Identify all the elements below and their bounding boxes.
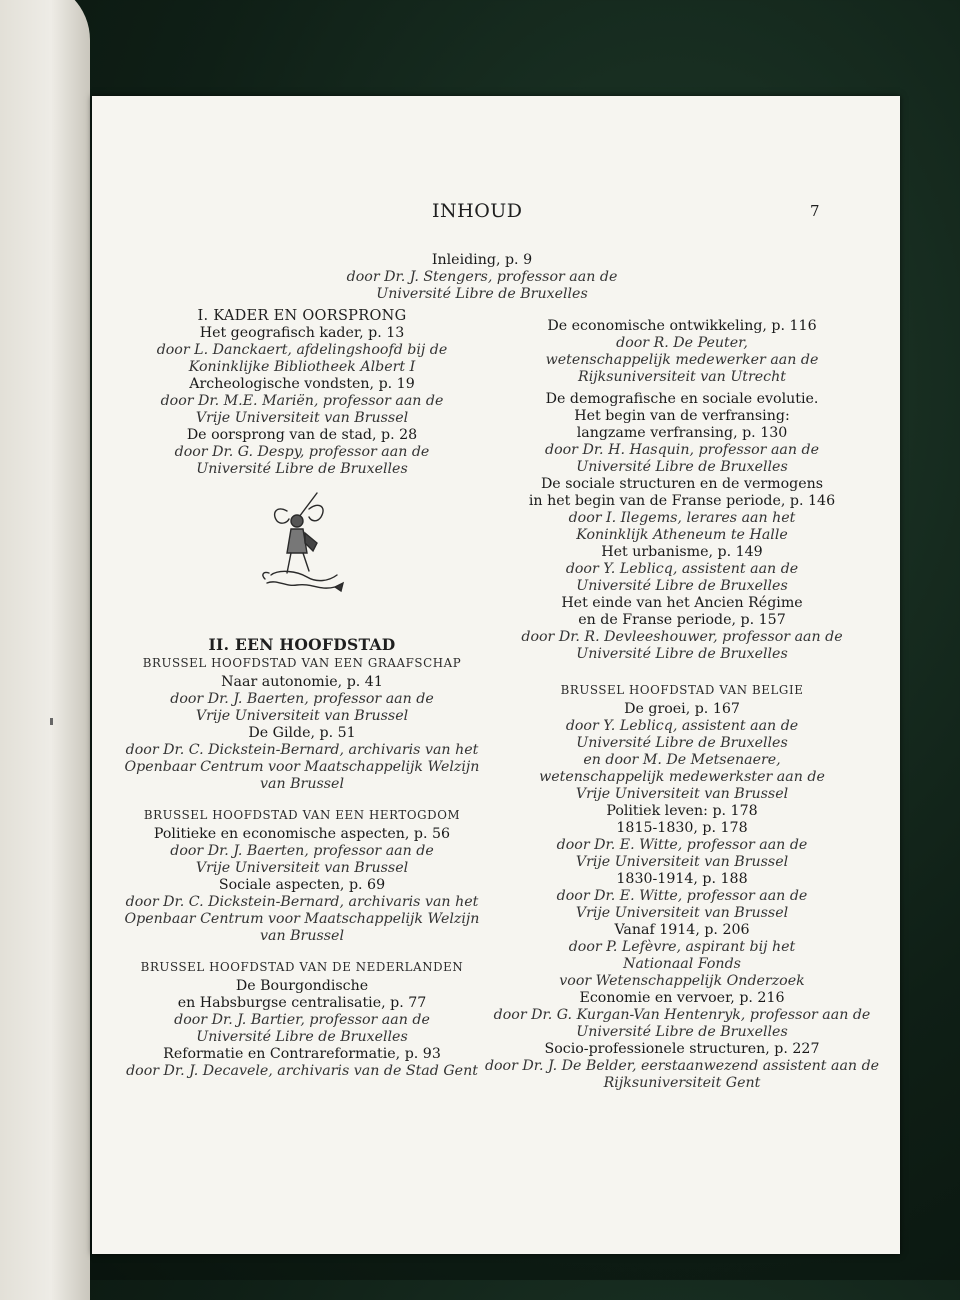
toc-entry-author: door Dr. C. Dickstein-Bernard, archivaris van het (125, 742, 479, 758)
page-speck (50, 718, 53, 725)
intro-title: Inleiding, p. 9 (431, 252, 533, 268)
toc-entry-author: door Dr. J. Bartier, professor aan de (174, 1012, 430, 1028)
toc-entry-title: Het begin van de verfransing: (574, 408, 790, 424)
toc-entry-author: van Brussel (260, 928, 344, 944)
toc-entry-author: door Y. Leblicq, assistent aan de (565, 561, 799, 577)
part-heading: II. EEN HOOFDSTAD (208, 635, 396, 654)
toc-entry-title: Politiek leven: p. 178 (606, 803, 758, 819)
toc-entry-title: De oorsprong van de stad, p. 28 (186, 427, 418, 443)
toc-entry-title: Socio-professionele structuren, p. 227 (544, 1041, 820, 1057)
toc-entry-author: Vrije Universiteit van Brussel (195, 860, 409, 876)
toc-entry-author: Vrije Universiteit van Brussel (575, 786, 789, 802)
toc-entry-author: Université Libre de Bruxelles (576, 1024, 788, 1040)
toc-entry-author: door Dr. J. Baerten, professor aan de (170, 691, 434, 707)
toc-entry-title: en de Franse periode, p. 157 (578, 612, 786, 628)
toc-entry-author: wetenschappelijk medewerker aan de (545, 352, 819, 368)
saint-michael-dragon-icon (257, 491, 347, 601)
toc-entry-author: Rijksuniversiteit van Utrecht (578, 369, 786, 385)
section-heading: BRUSSEL HOOFDSTAD VAN EEN GRAAFSCHAP (142, 656, 462, 670)
toc-entry-author: Université Libre de Bruxelles (576, 646, 788, 662)
right-column (472, 318, 892, 663)
toc-entry-author: Université Libre de Bruxelles (576, 578, 788, 594)
page-number: 7 (810, 202, 820, 220)
toc-entry-author: Nationaal Fonds (623, 956, 741, 972)
introduction (322, 252, 642, 303)
toc-entry-author: Université Libre de Bruxelles (196, 461, 408, 477)
toc-entry-title: Vanaf 1914, p. 206 (614, 922, 750, 938)
toc-entry-title: Het urbanisme, p. 149 (601, 544, 763, 560)
left-page-edge (0, 0, 90, 1300)
toc-entry-title: De Gilde, p. 51 (248, 725, 356, 741)
toc-entry-author: door Dr. M.E. Mariën, professor aan de (160, 393, 444, 409)
toc-entry-title: De economische ontwikkeling, p. 116 (547, 318, 817, 334)
toc-entry-author: Vrije Universiteit van Brussel (575, 905, 789, 921)
toc-entry-author: door Dr. J. De Belder, eerstaanwezend assistent aan de (484, 1058, 880, 1074)
toc-entry-title: 1830-1914, p. 188 (616, 871, 748, 887)
section-heading: BRUSSEL HOOFDSTAD VAN EEN HERTOGDOM (143, 808, 461, 822)
toc-entry-author: door Dr. G. Kurgan-Van Hentenryk, professor aan de (493, 1007, 871, 1023)
toc-entry-author: door Dr. H. Hasquin, professor aan de (545, 442, 819, 458)
toc-entry-title: Het geografisch kader, p. 13 (199, 325, 405, 341)
right-column-section (472, 682, 892, 1092)
section-heading: BRUSSEL HOOFDSTAD VAN BELGIE (560, 683, 804, 697)
toc-entry-author: Vrije Universiteit van Brussel (195, 708, 409, 724)
toc-entry-author: Université Libre de Bruxelles (196, 1029, 408, 1045)
part-heading: I. KADER EN OORSPRONG (197, 308, 407, 324)
toc-entry-author: wetenschappelijk medewerkster aan de (539, 769, 825, 785)
toc-entry-title: Naar autonomie, p. 41 (221, 674, 383, 690)
toc-entry-title: Archeologische vondsten, p. 19 (189, 376, 415, 392)
toc-entry-author: Koninklijke Bibliotheek Albert I (188, 359, 416, 375)
toc-entry-author: door L. Danckaert, afdelingshoofd bij de (156, 342, 448, 358)
toc-entry-title: De demografische en sociale evolutie. (545, 391, 819, 407)
toc-entry-author: door Dr. C. Dickstein-Bernard, archivaris van het (125, 894, 479, 910)
toc-entry-title: Het einde van het Ancien Régime (561, 595, 803, 611)
toc-entry-author: Université Libre de Bruxelles (576, 735, 788, 751)
toc-entry-author: en door M. De Metsenaere, (583, 752, 781, 768)
toc-entry-author: Université Libre de Bruxelles (576, 459, 788, 475)
toc-entry-title: in het begin van de Franse periode, p. 146 (528, 493, 836, 509)
toc-entry-author: door R. De Peuter, (616, 335, 748, 351)
toc-entry-title: 1815-1830, p. 178 (616, 820, 748, 836)
toc-entry-author: door I. Ilegems, lerares aan het (568, 510, 796, 526)
toc-entry-author: Openbaar Centrum voor Maatschappelijk Welzijn (124, 759, 480, 775)
toc-entry-author: door P. Lefèvre, aspirant bij het (568, 939, 796, 955)
toc-entry-title: De groei, p. 167 (624, 701, 740, 717)
toc-entry-author: Rijksuniversiteit Gent (603, 1075, 761, 1091)
toc-entry-title: Sociale aspecten, p. 69 (218, 877, 386, 893)
toc-entry-author: Openbaar Centrum voor Maatschappelijk Welzijn (124, 911, 480, 927)
toc-entry-author: van Brussel (260, 776, 344, 792)
toc-entry-author: door Dr. G. Despy, professor aan de (174, 444, 430, 460)
toc-entry-title: langzame verfransing, p. 130 (576, 425, 788, 441)
toc-entry-author: Vrije Universiteit van Brussel (195, 410, 409, 426)
toc-entry-author: door Dr. J. Baerten, professor aan de (170, 843, 434, 859)
page-title: INHOUD (432, 200, 523, 222)
toc-entry-title: Politieke en economische aspecten, p. 56 (153, 826, 451, 842)
toc-entry-title: Reformatie en Contrareformatie, p. 93 (163, 1046, 441, 1062)
toc-entry-title: Economie en vervoer, p. 216 (579, 990, 785, 1006)
section-heading: BRUSSEL HOOFDSTAD VAN DE NEDERLANDEN (140, 960, 464, 974)
toc-entry-author: door Dr. E. Witte, professor aan de (556, 837, 808, 853)
left-column (102, 308, 502, 1080)
toc-entry-author: door Y. Leblicq, assistent aan de (565, 718, 799, 734)
intro-author: door Dr. J. Stengers, professor aan de (346, 269, 618, 285)
toc-entry-title: en Habsburgse centralisatie, p. 77 (177, 995, 427, 1011)
toc-entry-author: Koninklijk Atheneum te Halle (576, 527, 788, 543)
intro-author: Université Libre de Bruxelles (376, 286, 588, 302)
toc-entry-author: door Dr. E. Witte, professor aan de (556, 888, 808, 904)
book-page (92, 96, 900, 1254)
toc-entry-author: Vrije Universiteit van Brussel (575, 854, 789, 870)
toc-entry-author: door Dr. R. Devleeshouwer, professor aan de (521, 629, 843, 645)
toc-entry-title: De sociale structuren en de vermogens (540, 476, 824, 492)
toc-entry-author: voor Wetenschappelijk Onderzoek (559, 973, 805, 989)
toc-entry-author: door Dr. J. Decavele, archivaris van de Stad Gent (126, 1063, 478, 1079)
toc-entry-title: De Bourgondische (235, 978, 369, 994)
